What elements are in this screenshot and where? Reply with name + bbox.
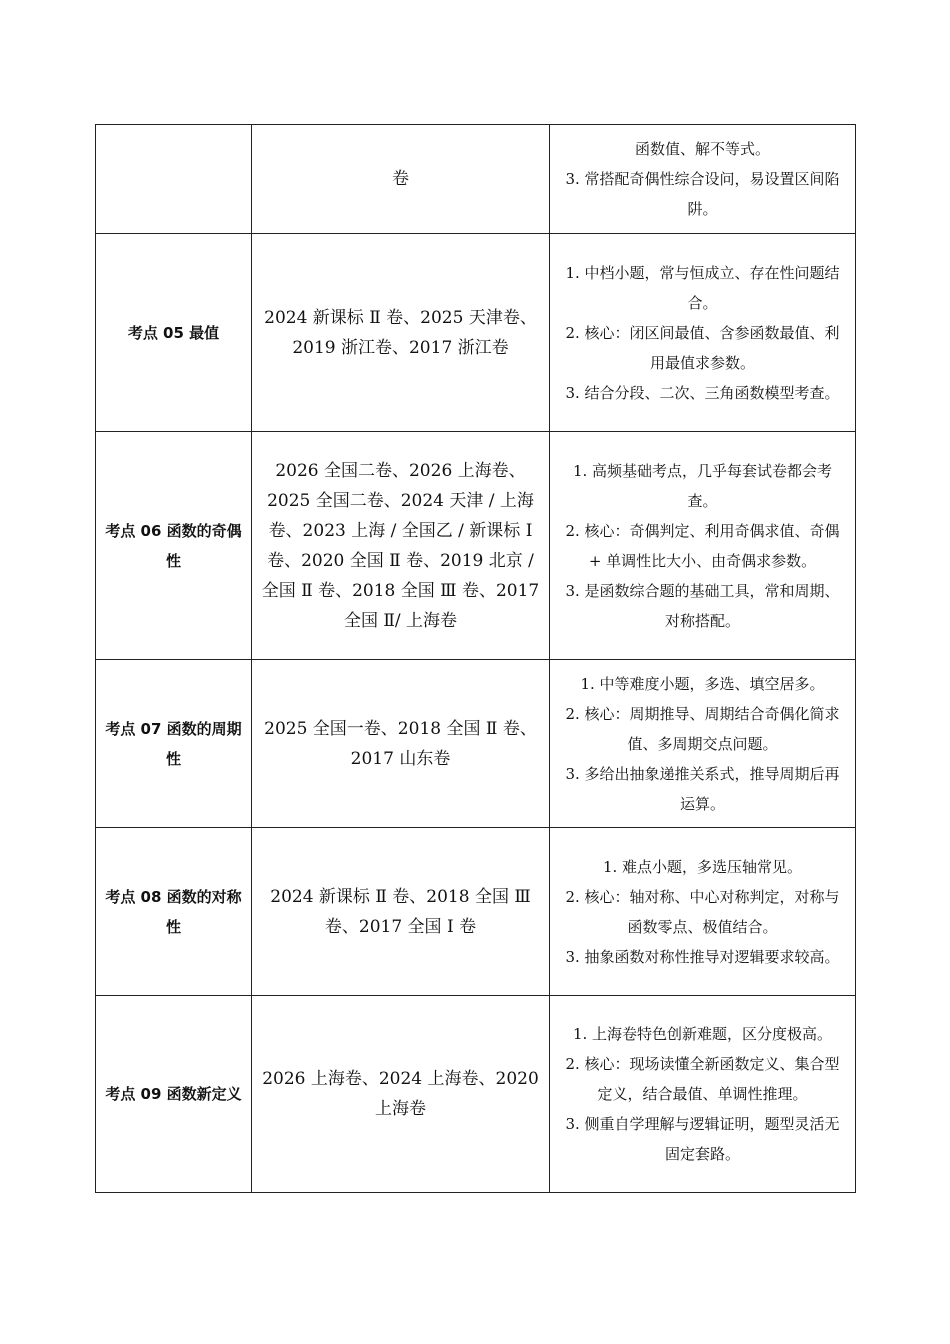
note-item: 3. 是函数综合题的基础工具，常和周期、对称搭配。 bbox=[565, 581, 840, 630]
sources-cell bbox=[252, 996, 550, 1193]
table-row bbox=[96, 996, 856, 1193]
table-row bbox=[96, 432, 856, 660]
note-item: 1. 上海卷特色创新难题，区分度极高。 bbox=[572, 1025, 833, 1043]
note-item: 1. 中等难度小题，多选、填空居多。 bbox=[580, 674, 825, 693]
notes-cell bbox=[550, 996, 856, 1193]
sources-cell bbox=[252, 432, 550, 660]
sources-text: 2025 全国一卷、2018 全国 Ⅱ 卷、2017 山东卷 bbox=[264, 718, 537, 769]
topic-cell: 考点 08 函数的对称性 bbox=[96, 828, 252, 996]
sources-text: 2026 上海卷、2024 上海卷、2020 上海卷 bbox=[262, 1069, 539, 1119]
note-item: 1. 中档小题，常与恒成立、存在性问题结合。 bbox=[565, 263, 840, 312]
sources-text: 2024 新课标 Ⅱ 卷、2025 天津卷、2019 浙江卷、2017 浙江卷 bbox=[264, 307, 537, 358]
notes-cell bbox=[550, 432, 856, 660]
topic-cell: 考点 07 函数的周期性 bbox=[96, 660, 252, 828]
sources-text: 2026 全国二卷、2026 上海卷、2025 全国二卷、2024 天津 / 上海卷、2023 上海 / 全国乙 / 新课标 Ⅰ 卷、2020 全国 Ⅱ 卷、2019 北京 / 全国 Ⅱ 卷、2018 全国 Ⅲ 卷、2017 全国 Ⅱ/ 上海卷 bbox=[261, 460, 540, 631]
notes-cell bbox=[550, 234, 856, 432]
exam-points-table bbox=[95, 124, 856, 1193]
notes-cell bbox=[550, 828, 856, 996]
sources-text: 卷 bbox=[392, 169, 409, 189]
topic-cell: 考点 05 最值 bbox=[96, 234, 252, 432]
note-item: 1. 高频基础考点，几乎每套试卷都会考查。 bbox=[572, 461, 833, 510]
topic-cell: 考点 06 函数的奇偶性 bbox=[96, 432, 252, 660]
table-row bbox=[96, 125, 856, 234]
note-item: 2. 核心：闭区间最值、含参函数最值、利用最值求参数。 bbox=[565, 323, 840, 372]
note-item: 2. 核心：现场读懂全新函数定义、集合型定义，结合最值、单调性推理。 bbox=[565, 1055, 840, 1103]
note-item: 3. 常搭配奇偶性综合设问，易设置区间陷阱。 bbox=[565, 170, 840, 218]
notes-cell bbox=[550, 660, 856, 828]
topic-cell: 考点 09 函数新定义 bbox=[96, 996, 252, 1193]
sources-text: 2024 新课标 Ⅱ 卷、2018 全国 Ⅲ 卷、2017 全国 Ⅰ 卷 bbox=[270, 886, 531, 937]
sources-cell bbox=[252, 234, 550, 432]
sources-cell bbox=[252, 125, 550, 234]
table-row bbox=[96, 828, 856, 996]
notes-cell bbox=[550, 125, 856, 234]
sources-cell bbox=[252, 828, 550, 996]
note-item: 3. 侧重自学理解与逻辑证明，题型灵活无固定套路。 bbox=[565, 1115, 840, 1163]
note-item: 函数值、解不等式。 bbox=[634, 140, 770, 158]
note-item: 2. 核心：奇偶判定、利用奇偶求值、奇偶 + 单调性比大小、由奇偶求参数。 bbox=[565, 521, 840, 570]
table-row bbox=[96, 660, 856, 828]
note-item: 2. 核心：轴对称、中心对称判定，对称与函数零点、极值结合。 bbox=[565, 887, 840, 936]
sources-cell bbox=[252, 660, 550, 828]
note-item: 3. 结合分段、二次、三角函数模型考查。 bbox=[565, 383, 840, 402]
note-item: 3. 多给出抽象递推关系式，推导周期后再运算。 bbox=[565, 764, 840, 813]
note-item: 2. 核心：周期推导、周期结合奇偶化简求值、多周期交点问题。 bbox=[565, 704, 840, 753]
topic-cell bbox=[96, 125, 252, 234]
table-row bbox=[96, 234, 856, 432]
note-item: 3. 抽象函数对称性推导对逻辑要求较高。 bbox=[565, 947, 840, 966]
note-item: 1. 难点小题，多选压轴常见。 bbox=[602, 857, 803, 876]
